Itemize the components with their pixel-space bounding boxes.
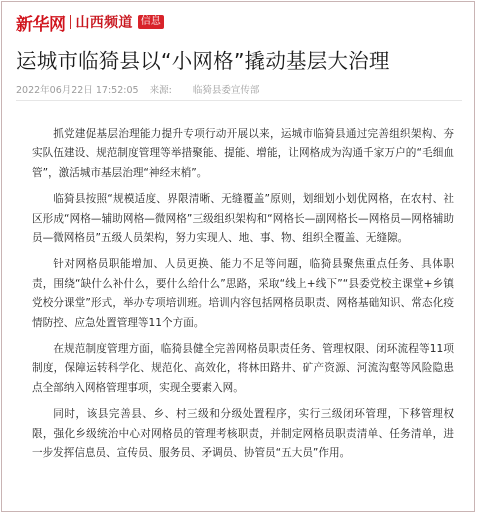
source-label: 来源: (149, 85, 172, 96)
article-body (32, 125, 454, 471)
article-title: 运城市临猗县以“小网格”撬动基层大治理 (16, 49, 390, 73)
article-paragraph: 同时，该县完善县、乡、村三级和分级处置程序，实行三级闭环管理，下移管理权限，强化乡级统治中心对网格员的管理考核职责，并制定网格员职责清单、任务清单，进一步发挥信息员、宣传员、服务员、矛调员、协管员“五大员”作用。 (32, 408, 454, 460)
article-meta (16, 82, 267, 96)
title-divider (16, 100, 462, 101)
source-name: 临猗县委宣传部 (192, 85, 260, 96)
article-paragraph: 在规范制度管理方面，临猗县健全完善网格员职责任务、管理权限、闭环流程等11项制度，保障运转科学化、规范化、高效化，将林田路井、矿产资源、河流沟壑等风险隐患点全部纳入网格管理事项，实现全要素入网。 (32, 343, 454, 394)
article-paragraph: 针对网格员职能增加、人员更换、能力不足等问题，临猗县聚焦重点任务、具体职责，围绕“缺什么补什么，要什么给什么”思路，采取“线上+线下”“县委党校主课堂+乡镇党校分课堂”形式，举办专项培训班。培训内容包括网格员职责、网格基础知识、常态化疫情防控、应急处置管理等11个方面。 (32, 258, 454, 329)
site-header (16, 10, 164, 34)
header-divider (70, 15, 71, 29)
info-badge: 信息 (138, 15, 164, 29)
publish-date: 2022年06月22日 17:52:05 (16, 85, 139, 96)
article-paragraph: 抓党建促基层治理能力提升专项行动开展以来，运城市临猗县通过完善组织架构、夯实队伍建设、规范制度管理等举措聚能、提能、增能，让网格成为沟通千家万户的“毛细血管”，激活城市基层治理“神经末梢”。 (32, 128, 454, 179)
article-paragraph: 临猗县按照“规模适度、界限清晰、无缝覆盖”原则，划细划小划优网格，在农村、社区形成“网格—辅助网格—微网格”三级组织架构和“网格长—副网格长—网格员—网格辅助员—微网格员”五级人员架构，努力实现人、地、事、物、组织全覆盖、无缝隙。 (32, 193, 454, 245)
site-logo[interactable]: 新华网 (16, 14, 66, 35)
page-frame (1, 1, 475, 512)
channel-name[interactable]: 山西频道 (75, 15, 133, 31)
